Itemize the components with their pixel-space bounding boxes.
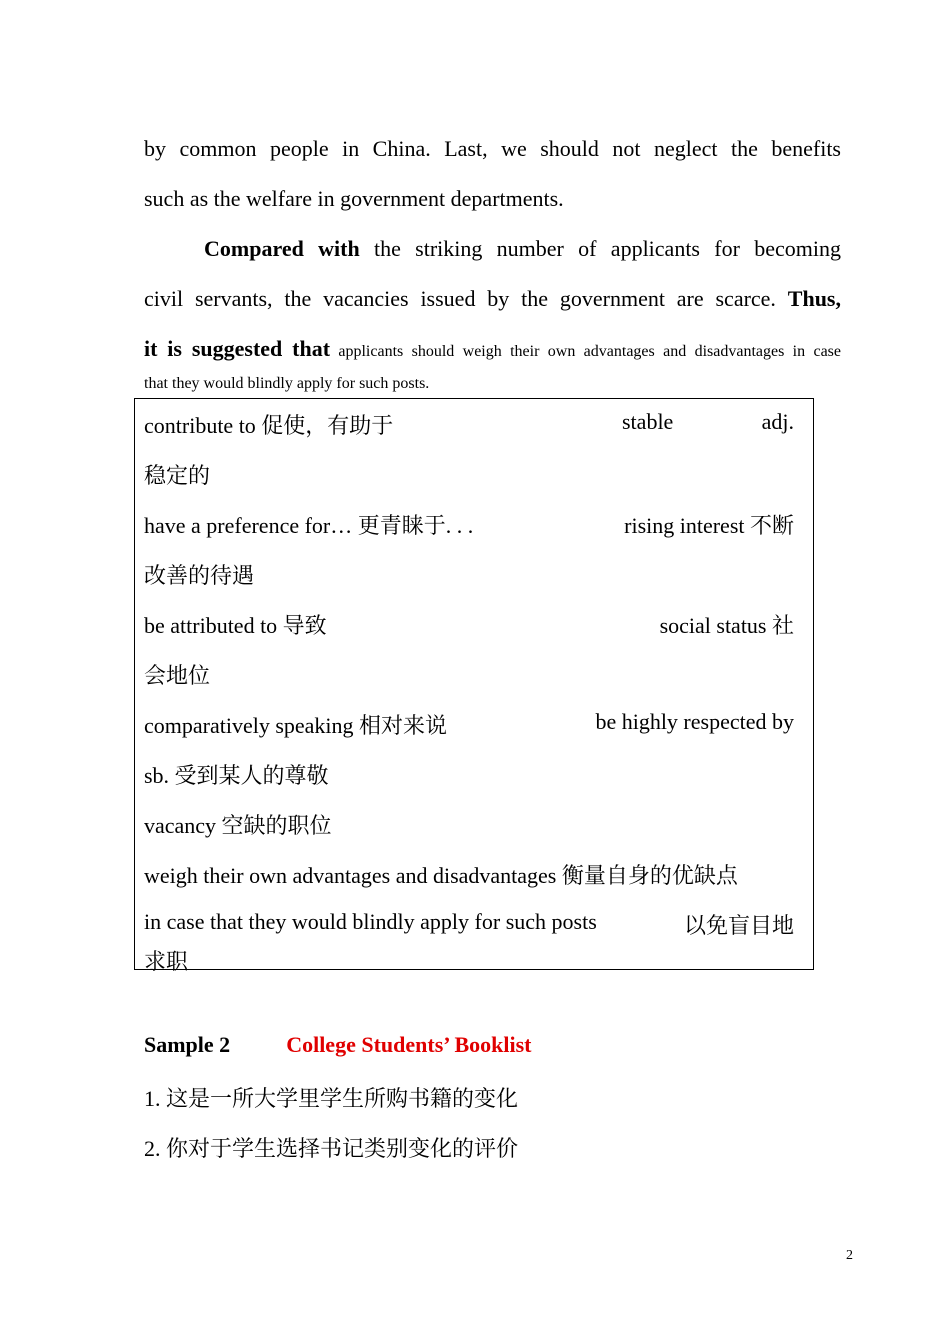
paragraph1-line1: by common people in China. Last, we should not neglect the benefits xyxy=(144,136,841,161)
vocab-row: 稳定的 xyxy=(144,463,211,488)
vocab-term: 以免盲目地 xyxy=(683,913,794,938)
paragraph1-line2: such as the welfare in government departments. xyxy=(144,186,564,211)
vocabulary-box xyxy=(134,398,814,974)
text-span: civil servants, the vacancies issued by the government are scarce. xyxy=(144,286,788,311)
bold-phrase: Thus, xyxy=(787,286,841,311)
paragraph2-line3 xyxy=(144,336,841,362)
vocab-term: comparatively speaking 相对来说 xyxy=(144,713,448,738)
vocab-term: rising interest 不断 xyxy=(624,513,794,538)
vocab-row: weigh their own advantages and disadvantages 衡量自身的优缺点 xyxy=(144,863,738,888)
vocab-term: contribute to 促使，有助于 xyxy=(144,413,394,438)
vocab-row: 求职 xyxy=(144,949,189,974)
vocab-term: social status 社 xyxy=(659,613,794,638)
vocab-row xyxy=(144,709,794,740)
vocab-row xyxy=(144,409,794,440)
vocab-row: sb. 受到某人的尊敬 xyxy=(144,763,329,788)
small-text-span: applicants should weigh their own advantages and disadvantages in case xyxy=(330,343,842,360)
list-item: 2. 你对于学生选择书记类别变化的评价 xyxy=(144,1136,519,1161)
vocab-term: in case that they would blindly apply for such posts xyxy=(144,909,597,934)
vocab-row xyxy=(144,609,794,640)
page-number: 2 xyxy=(846,1248,853,1263)
vocab-term: adj. xyxy=(761,409,794,434)
list-item: 1. 这是一所大学里学生所购书籍的变化 xyxy=(144,1086,519,1111)
sample-title: College Students’ Booklist xyxy=(286,1032,532,1057)
vocab-row xyxy=(144,909,794,938)
paragraph2-line4: that they would blindly apply for such posts. xyxy=(144,375,430,392)
vocab-term: be attributed to 导致 xyxy=(144,613,327,638)
text-span: the striking number of applicants for becoming xyxy=(359,236,841,261)
bold-phrase: Compared with xyxy=(204,236,360,261)
sample-label: Sample 2 xyxy=(144,1032,231,1057)
paragraph2-line1 xyxy=(144,236,841,262)
sample-heading xyxy=(144,1032,531,1058)
vocab-row: vacancy 空缺的职位 xyxy=(144,813,332,838)
paragraph2-line2 xyxy=(144,286,841,312)
vocab-row: 会地位 xyxy=(144,663,211,688)
vocab-term: stable xyxy=(622,409,674,434)
vocab-term: have a preference for… 更青睐于. . . xyxy=(144,513,474,538)
vocab-row: 改善的待遇 xyxy=(144,563,255,588)
vocab-term: be highly respected by xyxy=(595,709,794,734)
vocab-row xyxy=(144,509,794,540)
bold-phrase: it is suggested that xyxy=(144,336,331,361)
